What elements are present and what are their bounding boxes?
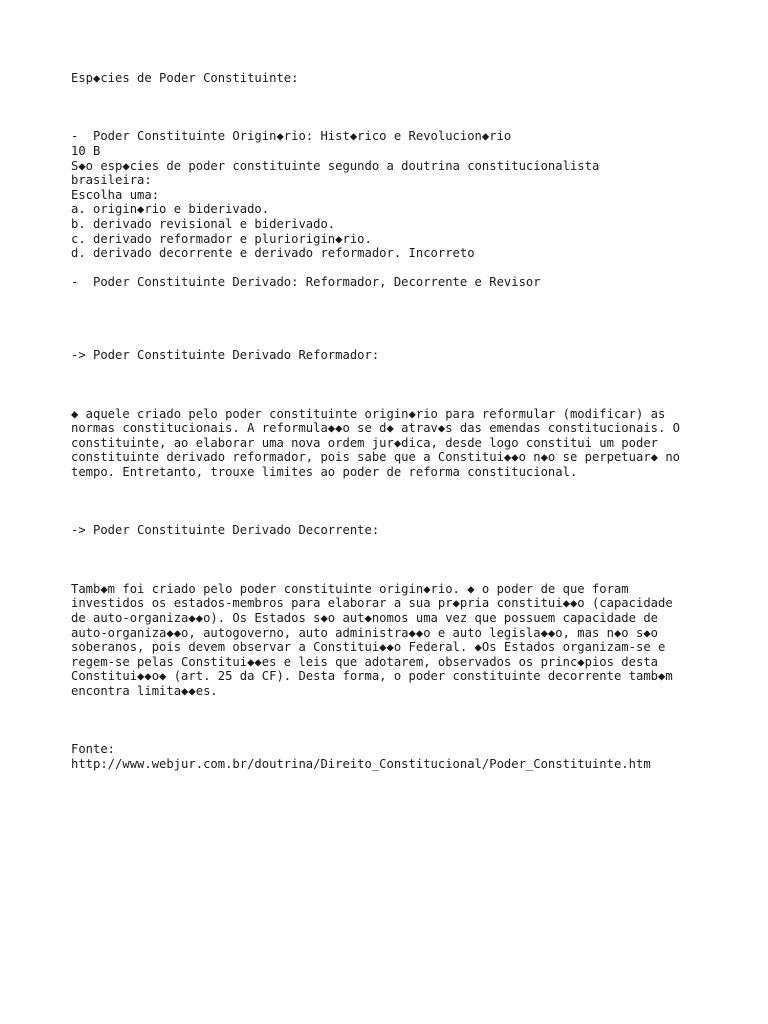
- document-title: Esp◆cies de Poder Constituinte:: [71, 71, 299, 85]
- paragraph-line: de auto-organiza◆◆o). Os Estados s◆o aut◆nomos uma vez que possuem capacidade de: [71, 610, 658, 625]
- document-page: [71, 71, 731, 772]
- paragraph-line: auto-organiza◆◆o, autogoverno, auto administra◆◆o e auto legisla◆◆o, mas n◆o s◆o: [71, 625, 658, 640]
- paragraph-line: constituinte, ao elaborar uma nova ordem jur◆dica, desde logo constitui um poder: [71, 435, 658, 450]
- paragraph-line: normas constitucionais. A reformula◆◆o se d◆ atrav◆s das emendas constitucionais. O: [71, 421, 681, 436]
- paragraph-line: regem-se pelas Constitui◆◆es e leis que adotarem, observados os princ◆pios desta: [71, 654, 658, 669]
- choose-label: Escolha uma:: [71, 187, 160, 202]
- question-number: 10 B: [71, 143, 101, 158]
- paragraph-line: constituinte derivado reformador, pois sabe que a Constitui◆◆o n◆o se perpetuar◆ no: [71, 450, 681, 465]
- answer-option-d: d. derivado decorrente e derivado reformador. Incorreto: [71, 246, 475, 261]
- section-heading-decorrente: -> Poder Constituinte Derivado Decorrente:: [71, 523, 380, 538]
- question-text-line: S◆o esp◆cies de poder constituinte segundo a doutrina constitucionalista: [71, 158, 600, 173]
- paragraph-line: tempo. Entretanto, trouxe limites ao poder de reforma constitucional.: [71, 465, 578, 480]
- answer-option-c: c. derivado reformador e pluriorigin◆rio.: [71, 231, 372, 246]
- answer-option-b: b. derivado revisional e biderivado.: [71, 216, 336, 231]
- source-label: Fonte:: [71, 742, 116, 757]
- source-url: http://www.webjur.com.br/doutrina/Direito_Constitucional/Poder_Constituinte.htm: [71, 756, 651, 771]
- paragraph-line: Tamb◆m foi criado pelo poder constituinte origin◆rio. ◆ o poder de que foram: [71, 581, 629, 596]
- section-heading-derivado: - Poder Constituinte Derivado: Reformador, Decorrente e Revisor: [71, 275, 541, 290]
- question-text-line: brasileira:: [71, 173, 152, 188]
- section-heading-reformador: -> Poder Constituinte Derivado Reformador:: [71, 348, 380, 363]
- section-heading-originario: - Poder Constituinte Origin◆rio: Hist◆rico e Revolucion◆rio: [71, 129, 512, 144]
- paragraph-decorrente: [71, 582, 731, 699]
- paragraph-line: ◆ aquele criado pelo poder constituinte origin◆rio para reformular (modificar) as: [71, 406, 666, 421]
- paragraph-line: investidos os estados-membros para elaborar a sua pr◆pria constitui◆◆o (capacidade: [71, 596, 673, 611]
- paragraph-line: encontra limita◆◆es.: [71, 683, 218, 698]
- paragraph-line: soberanos, pois devem observar a Constitui◆◆o Federal. ◆Os Estados organizam-se e: [71, 640, 666, 655]
- answer-option-a: a. origin◆rio e biderivado.: [71, 202, 270, 217]
- paragraph-line: Constitui◆◆o◆ (art. 25 da CF). Desta forma, o poder constituinte decorrente tamb◆m: [71, 669, 673, 684]
- paragraph-reformador: [71, 407, 731, 480]
